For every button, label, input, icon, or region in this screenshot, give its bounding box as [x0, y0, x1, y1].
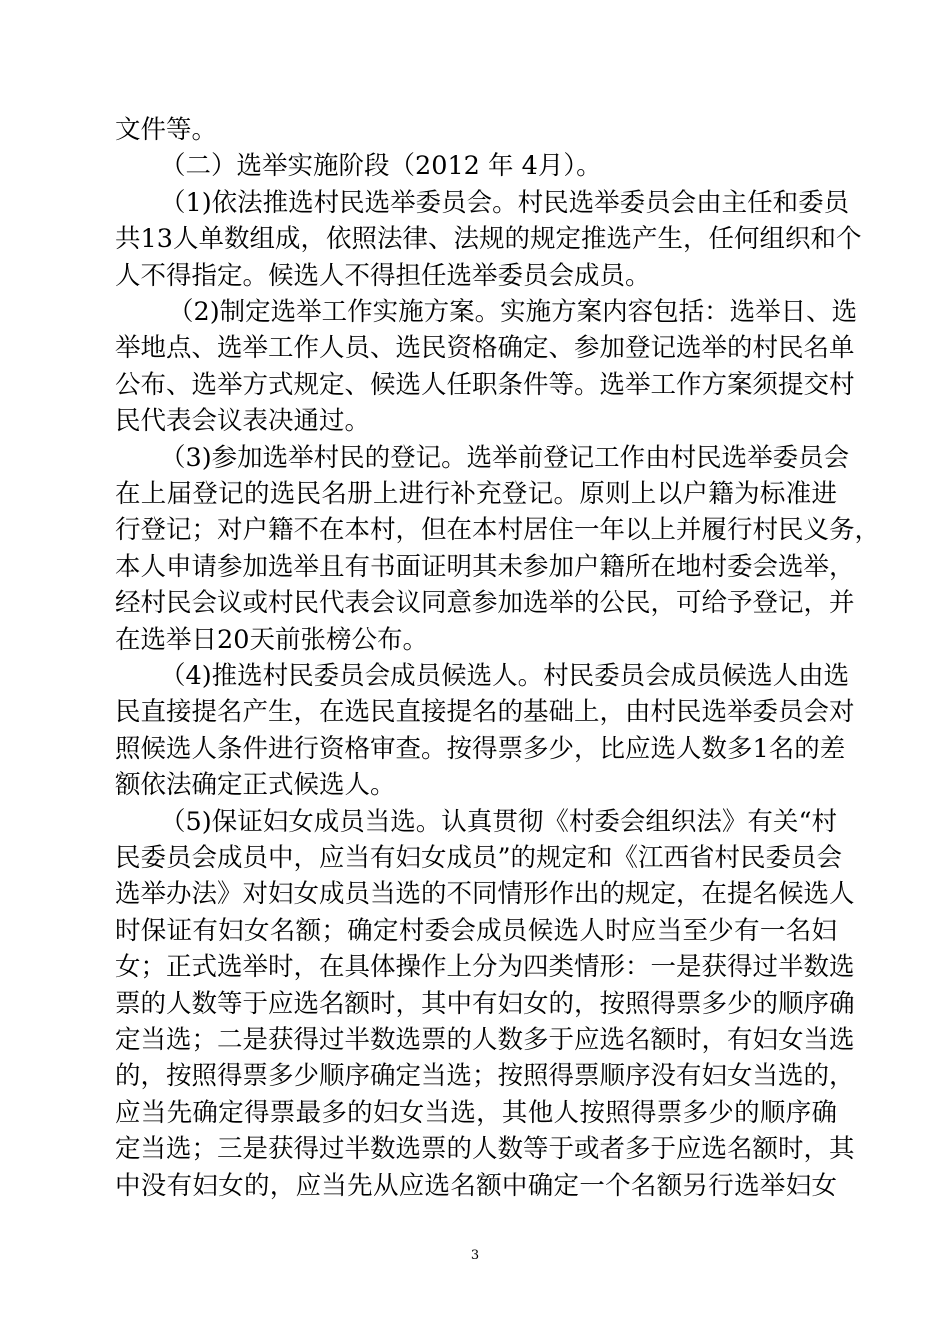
text-line: 女；正式选举时，在具体操作上分为四类情形：一是获得过半数选 [115, 952, 855, 983]
text-line: 举地点、选举工作人员、选民资格确定、参加登记选举的村民名单 [115, 333, 855, 364]
text-line: 定当选；二是获得过半数选票的人数多于应选名额时，有妇女当选 [115, 1025, 855, 1055]
paragraph-first-line: （2)制定选举工作实施方案。实施方案内容包括：选举日、选 [168, 297, 858, 327]
text-line: 公布、选举方式规定、候选人任职条件等。选举工作方案须提交村 [115, 369, 855, 400]
text-line: 民委员会成员中，应当有妇女成员”的规定和《江西省村民委员会 [115, 843, 843, 873]
paragraph-first-line: （5)保证妇女成员当选。认真贯彻《村委会组织法》有关“村 [160, 806, 837, 837]
text-line: 应当先确定得票最多的妇女当选，其他人按照得票多少的顺序确 [115, 1097, 837, 1128]
paragraph-first-line: （4)推选村民委员会成员候选人。村民委员会成员候选人由选 [160, 661, 850, 691]
text-line: 人不得指定。候选人不得担任选举委员会成员。 [115, 260, 651, 291]
text-line: 的，按照得票多少顺序确定当选；按照得票顺序没有妇女当选的， [115, 1061, 855, 1092]
text-line: 经村民会议或村民代表会议同意参加选举的公民，可给予登记，并 [115, 588, 855, 619]
text-line: 行登记；对户籍不在本村，但在本村居住一年以上并履行村民义务， [115, 515, 881, 546]
text-line: 民直接提名产生，在选民直接提名的基础上，由村民选举委员会对 [115, 697, 855, 728]
section-heading: （二）选举实施阶段（2012 年 4月）。 [160, 151, 602, 182]
paragraph-first-line: （3)参加选举村民的登记。选举前登记工作由村民选举委员会 [160, 442, 850, 473]
text-line: 选举办法》对妇女成员当选的不同情形作出的规定，在提名候选人 [115, 879, 855, 910]
text-line: 文件等。 [115, 115, 218, 145]
text-line: 本人申请参加选举且有书面证明其未参加户籍所在地村委会选举， [115, 551, 855, 582]
text-line: 共13人单数组成，依照法律、法规的规定推选产生，任何组织和个 [115, 224, 862, 255]
text-line: 在上届登记的选民名册上进行补充登记。原则上以户籍为标准进 [115, 479, 837, 509]
page-number: 3 [470, 1248, 480, 1263]
text-line: 民代表会议表决通过。 [115, 406, 371, 437]
text-line: 票的人数等于应选名额时，其中有妇女的，按照得票多少的顺序确 [115, 988, 855, 1019]
text-line: 中没有妇女的，应当先从应选名额中确定一个名额另行选举妇女 [115, 1170, 837, 1201]
text-line: 额依法确定正式候选人。 [115, 770, 396, 801]
text-line: 照候选人条件进行资格审查。按得票多少，比应选人数多1名的差 [115, 733, 846, 764]
text-line: 在选举日20天前张榜公布。 [115, 624, 428, 655]
text-line: 时保证有妇女名额；确定村委会成员候选人时应当至少有一名妇 [115, 915, 837, 946]
paragraph-first-line: （1)依法推选村民选举委员会。村民选举委员会由主任和委员 [160, 187, 850, 218]
text-line: 定当选；三是获得过半数选票的人数等于或者多于应选名额时，其 [115, 1134, 855, 1165]
